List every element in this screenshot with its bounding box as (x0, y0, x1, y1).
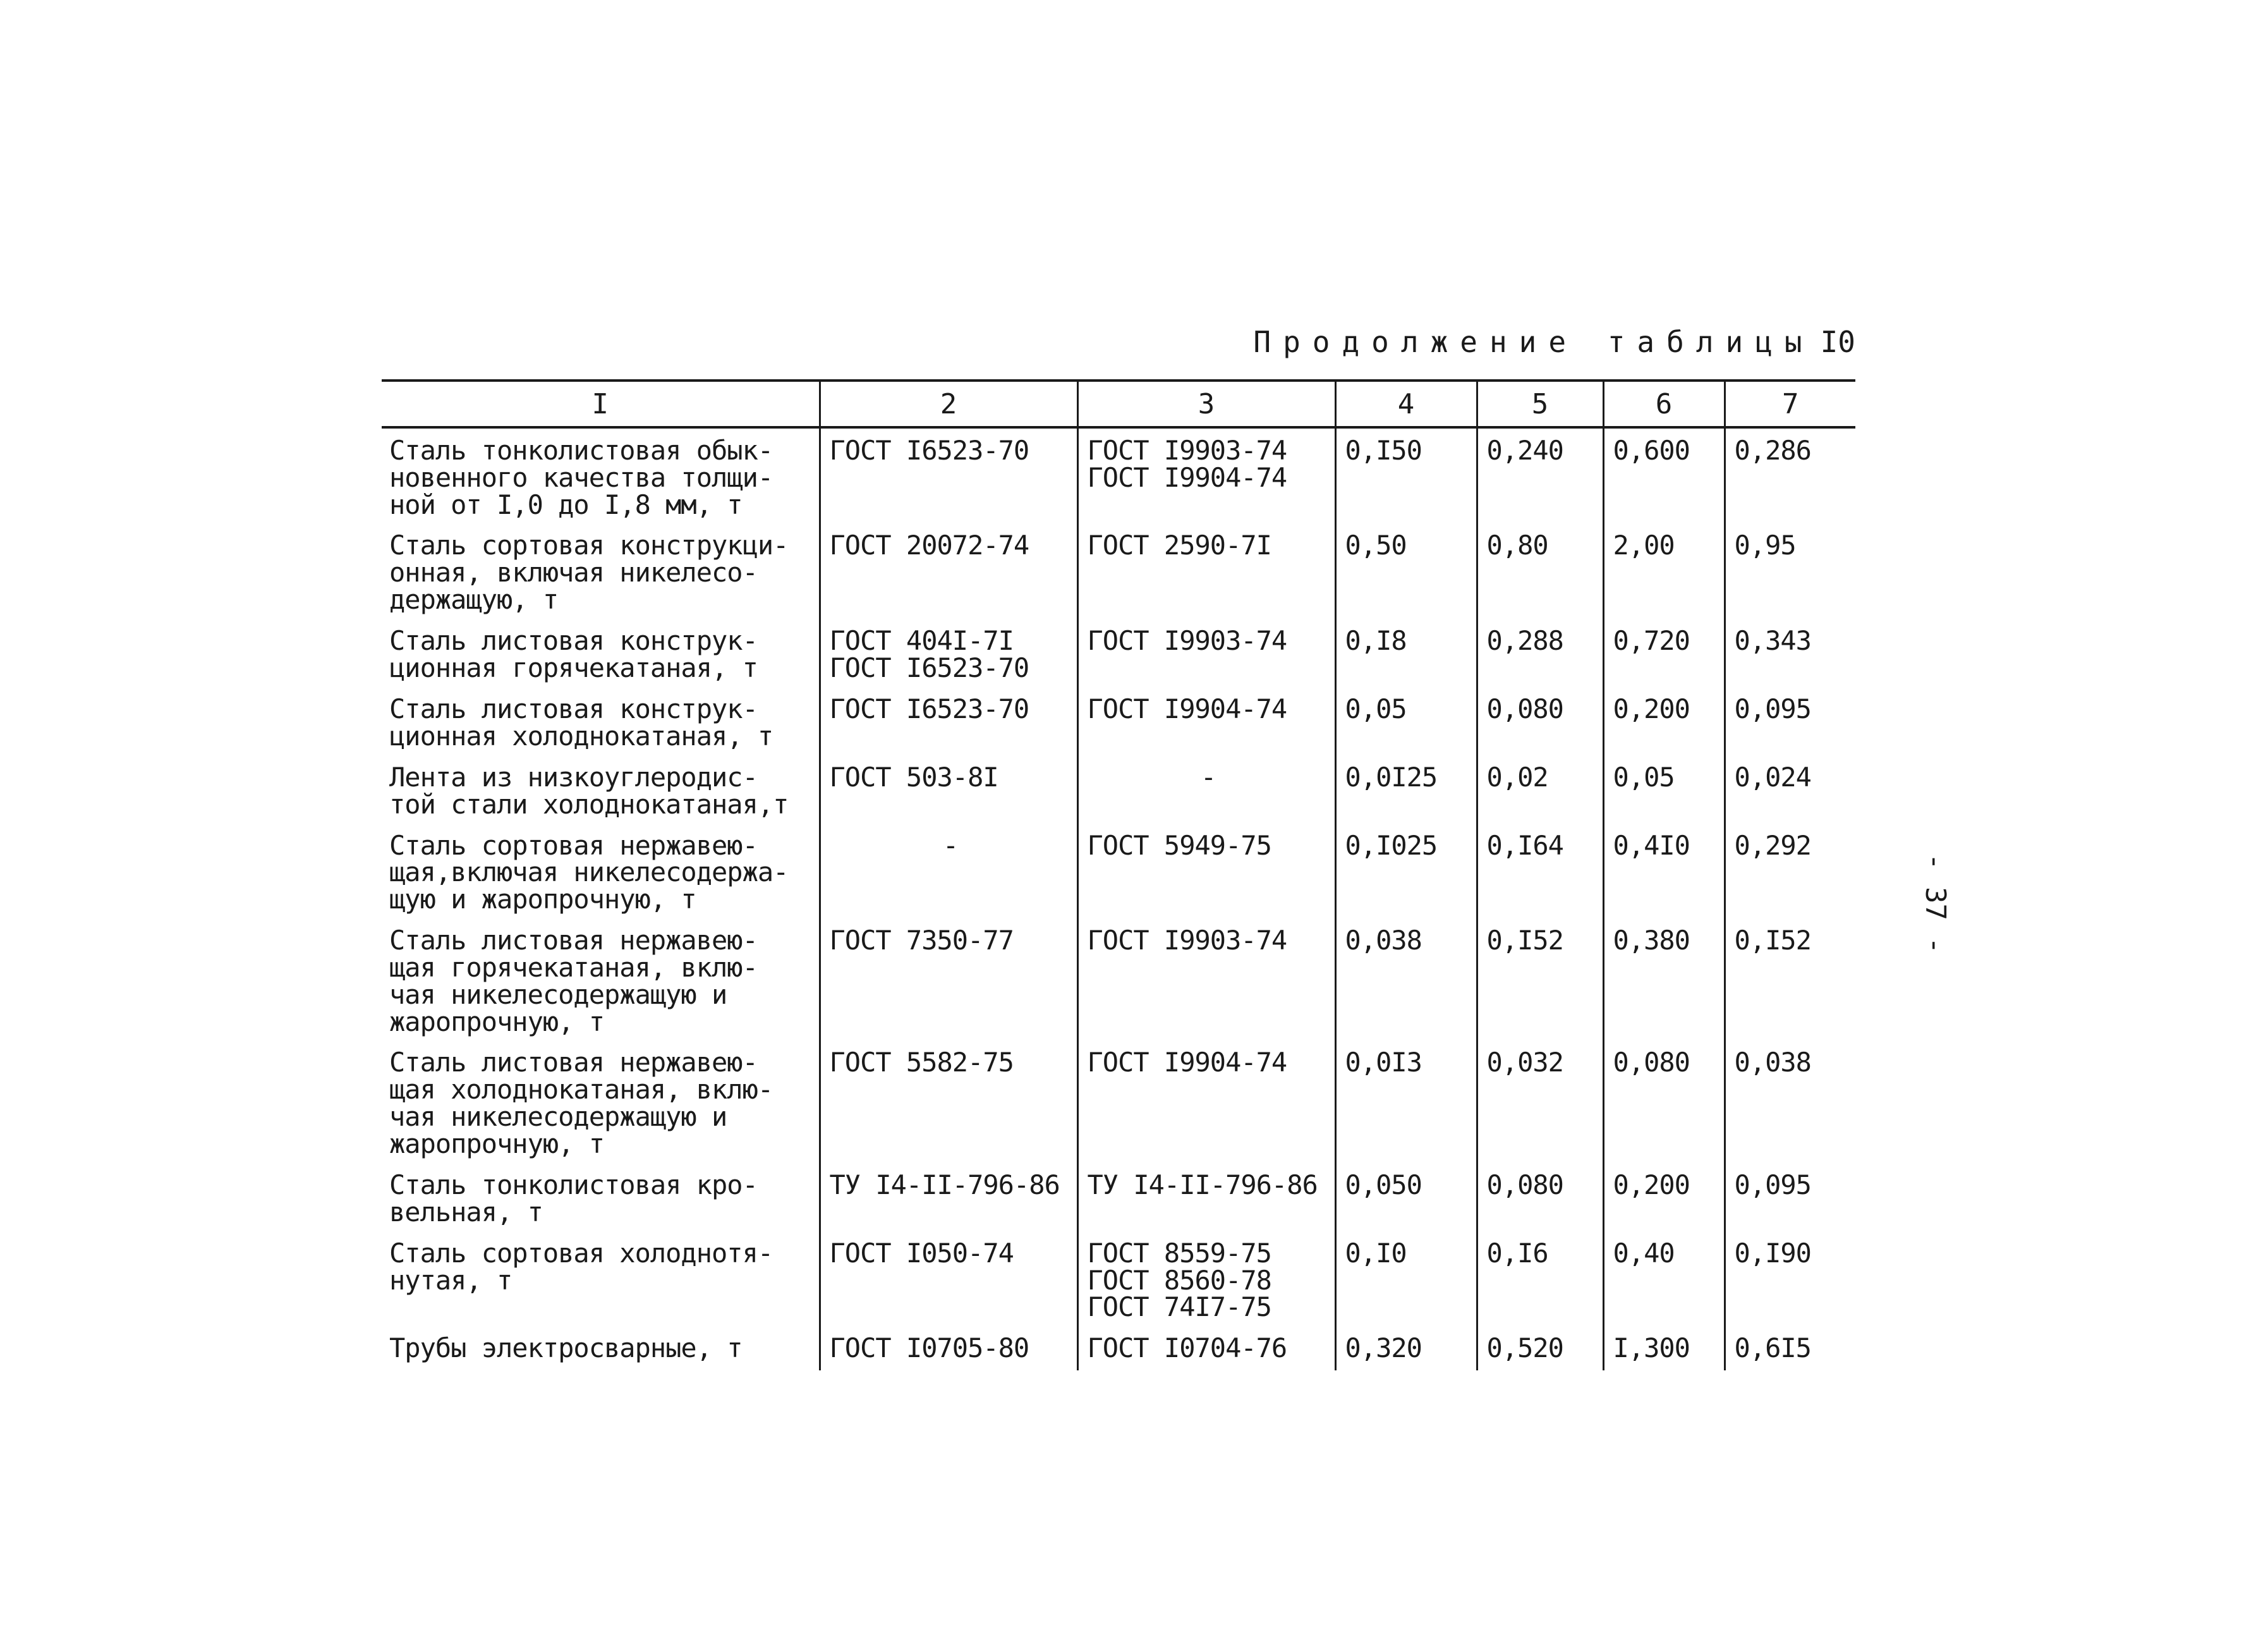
column-header-4: 4 (1335, 381, 1477, 427)
value-cell-6: 0,080 (1603, 1040, 1725, 1162)
material-cell: Сталь листовая конструк- ционная горячекатаная, т (389, 625, 758, 683)
header-row (382, 381, 1855, 427)
value-cell-6: 0,380 (1603, 918, 1725, 1040)
standard-alt-cell: ГОСТ I9904-74 (1077, 1040, 1335, 1162)
value-cell-5: 0,080 (1477, 687, 1603, 755)
value-cell-7: 0,95 (1725, 523, 1855, 618)
table-caption (632, 325, 1855, 359)
value-cell-4: 0,050 (1335, 1163, 1477, 1231)
table-row (382, 1163, 1855, 1231)
table-row (382, 1326, 1855, 1370)
material-cell: Сталь сортовая конструкци- онная, включая никелесо- держащую, т (389, 530, 789, 616)
value-cell-6: 0,4I0 (1603, 824, 1725, 918)
value-cell-7: 0,I90 (1725, 1231, 1855, 1326)
table-row (382, 523, 1855, 618)
column-header-2: 2 (820, 381, 1077, 427)
value-cell-7: 0,095 (1725, 687, 1855, 755)
standard-cell: ГОСТ I6523-70 (820, 427, 1077, 523)
material-cell: Лента из низкоуглеродис- той стали холоднокатаная,т (389, 761, 789, 820)
standard-cell: ГОСТ I050-74 (820, 1231, 1077, 1326)
caption-table-number: I0 (1820, 325, 1855, 359)
page-number: - 37 - (1919, 853, 1951, 954)
material-cell: Сталь тонколистовая кро- вельная, т (389, 1169, 758, 1228)
material-cell: Трубы электросварные, т (389, 1332, 743, 1364)
table-row (382, 687, 1855, 755)
value-cell-4: 0,05 (1335, 687, 1477, 755)
standard-cell: ГОСТ I6523-70 (820, 687, 1077, 755)
material-cell: Сталь сортовая нержавею- щая,включая никелесодержа- щую и жаропрочную, т (389, 829, 789, 915)
value-cell-6: 0,200 (1603, 1163, 1725, 1231)
value-cell-4: 0,50 (1335, 523, 1477, 618)
value-cell-7: 0,343 (1725, 619, 1855, 687)
value-cell-6: 2,00 (1603, 523, 1725, 618)
table-header (382, 381, 1855, 427)
standard-alt-cell: ГОСТ I9903-74 ГОСТ I9904-74 (1077, 427, 1335, 523)
value-cell-6: 0,05 (1603, 755, 1725, 824)
standard-alt-cell: ГОСТ 8559-75 ГОСТ 8560-78 ГОСТ 74I7-75 (1077, 1231, 1335, 1326)
value-cell-4: 0,0I25 (1335, 755, 1477, 824)
value-cell-5: 0,240 (1477, 427, 1603, 523)
standard-alt-cell: - (1077, 755, 1335, 824)
material-cell: Сталь листовая нержавею- щая горячекатаная, вклю- чая никелесодержащую и жаропрочную, т (389, 925, 758, 1037)
standard-cell: ТУ I4-II-796-86 (820, 1163, 1077, 1231)
standard-cell: ГОСТ 5582-75 (820, 1040, 1077, 1162)
column-header-1: I (382, 381, 820, 427)
value-cell-7: 0,6I5 (1725, 1326, 1855, 1370)
standard-alt-cell: ГОСТ 5949-75 (1077, 824, 1335, 918)
value-cell-4: 0,0I3 (1335, 1040, 1477, 1162)
table-row (382, 755, 1855, 824)
value-cell-5: 0,288 (1477, 619, 1603, 687)
column-header-7: 7 (1725, 381, 1855, 427)
value-cell-4: 0,I0 (1335, 1231, 1477, 1326)
value-cell-5: 0,I64 (1477, 824, 1603, 918)
value-cell-7: 0,024 (1725, 755, 1855, 824)
value-cell-5: 0,032 (1477, 1040, 1603, 1162)
table-row (382, 619, 1855, 687)
standard-alt-cell: ТУ I4-II-796-86 (1077, 1163, 1335, 1231)
value-cell-6: I,300 (1603, 1326, 1725, 1370)
standard-alt-cell: ГОСТ 2590-7I (1077, 523, 1335, 618)
value-cell-6: 0,600 (1603, 427, 1725, 523)
value-cell-6: 0,720 (1603, 619, 1725, 687)
standard-cell: - (820, 824, 1077, 918)
column-header-3: 3 (1077, 381, 1335, 427)
standard-cell: ГОСТ 20072-74 (820, 523, 1077, 618)
standard-alt-cell: ГОСТ I9904-74 (1077, 687, 1335, 755)
table-row (382, 824, 1855, 918)
value-cell-7: 0,095 (1725, 1163, 1855, 1231)
standard-cell: ГОСТ I0705-80 (820, 1326, 1077, 1370)
table-row (382, 427, 1855, 523)
value-cell-4: 0,038 (1335, 918, 1477, 1040)
value-cell-5: 0,520 (1477, 1326, 1603, 1370)
value-cell-7: 0,038 (1725, 1040, 1855, 1162)
value-cell-5: 0,080 (1477, 1163, 1603, 1231)
value-cell-4: 0,320 (1335, 1326, 1477, 1370)
standard-cell: ГОСТ 503-8I (820, 755, 1077, 824)
value-cell-7: 0,I52 (1725, 918, 1855, 1040)
value-cell-4: 0,I8 (1335, 619, 1477, 687)
value-cell-7: 0,292 (1725, 824, 1855, 918)
standard-cell: ГОСТ 7350-77 (820, 918, 1077, 1040)
value-cell-5: 0,I6 (1477, 1231, 1603, 1326)
materials-table (382, 379, 1855, 1370)
material-cell: Сталь тонколистовая обык- новенного качества толщи- ной от I,0 до I,8 мм, т (389, 435, 773, 520)
value-cell-4: 0,I50 (1335, 427, 1477, 523)
standard-alt-cell: ГОСТ I0704-76 (1077, 1326, 1335, 1370)
standard-cell: ГОСТ 404I-7I ГОСТ I6523-70 (820, 619, 1077, 687)
value-cell-6: 0,200 (1603, 687, 1725, 755)
value-cell-5: 0,80 (1477, 523, 1603, 618)
standard-alt-cell: ГОСТ I9903-74 (1077, 918, 1335, 1040)
value-cell-4: 0,I025 (1335, 824, 1477, 918)
value-cell-5: 0,I52 (1477, 918, 1603, 1040)
value-cell-6: 0,40 (1603, 1231, 1725, 1326)
table-row (382, 1040, 1855, 1162)
material-cell: Сталь листовая конструк- ционная холоднокатаная, т (389, 693, 773, 752)
material-cell: Сталь сортовая холоднотя- нутая, т (389, 1237, 773, 1296)
table-row (382, 918, 1855, 1040)
table-body (382, 427, 1855, 1370)
value-cell-5: 0,02 (1477, 755, 1603, 824)
column-header-5: 5 (1477, 381, 1603, 427)
column-header-6: 6 (1603, 381, 1725, 427)
caption-text: Продолжение таблицы (1253, 325, 1814, 359)
table-row (382, 1231, 1855, 1326)
standard-alt-cell: ГОСТ I9903-74 (1077, 619, 1335, 687)
value-cell-7: 0,286 (1725, 427, 1855, 523)
material-cell: Сталь листовая нержавею- щая холоднокатаная, вклю- чая никелесодержащую и жаропрочную, т (389, 1047, 773, 1159)
